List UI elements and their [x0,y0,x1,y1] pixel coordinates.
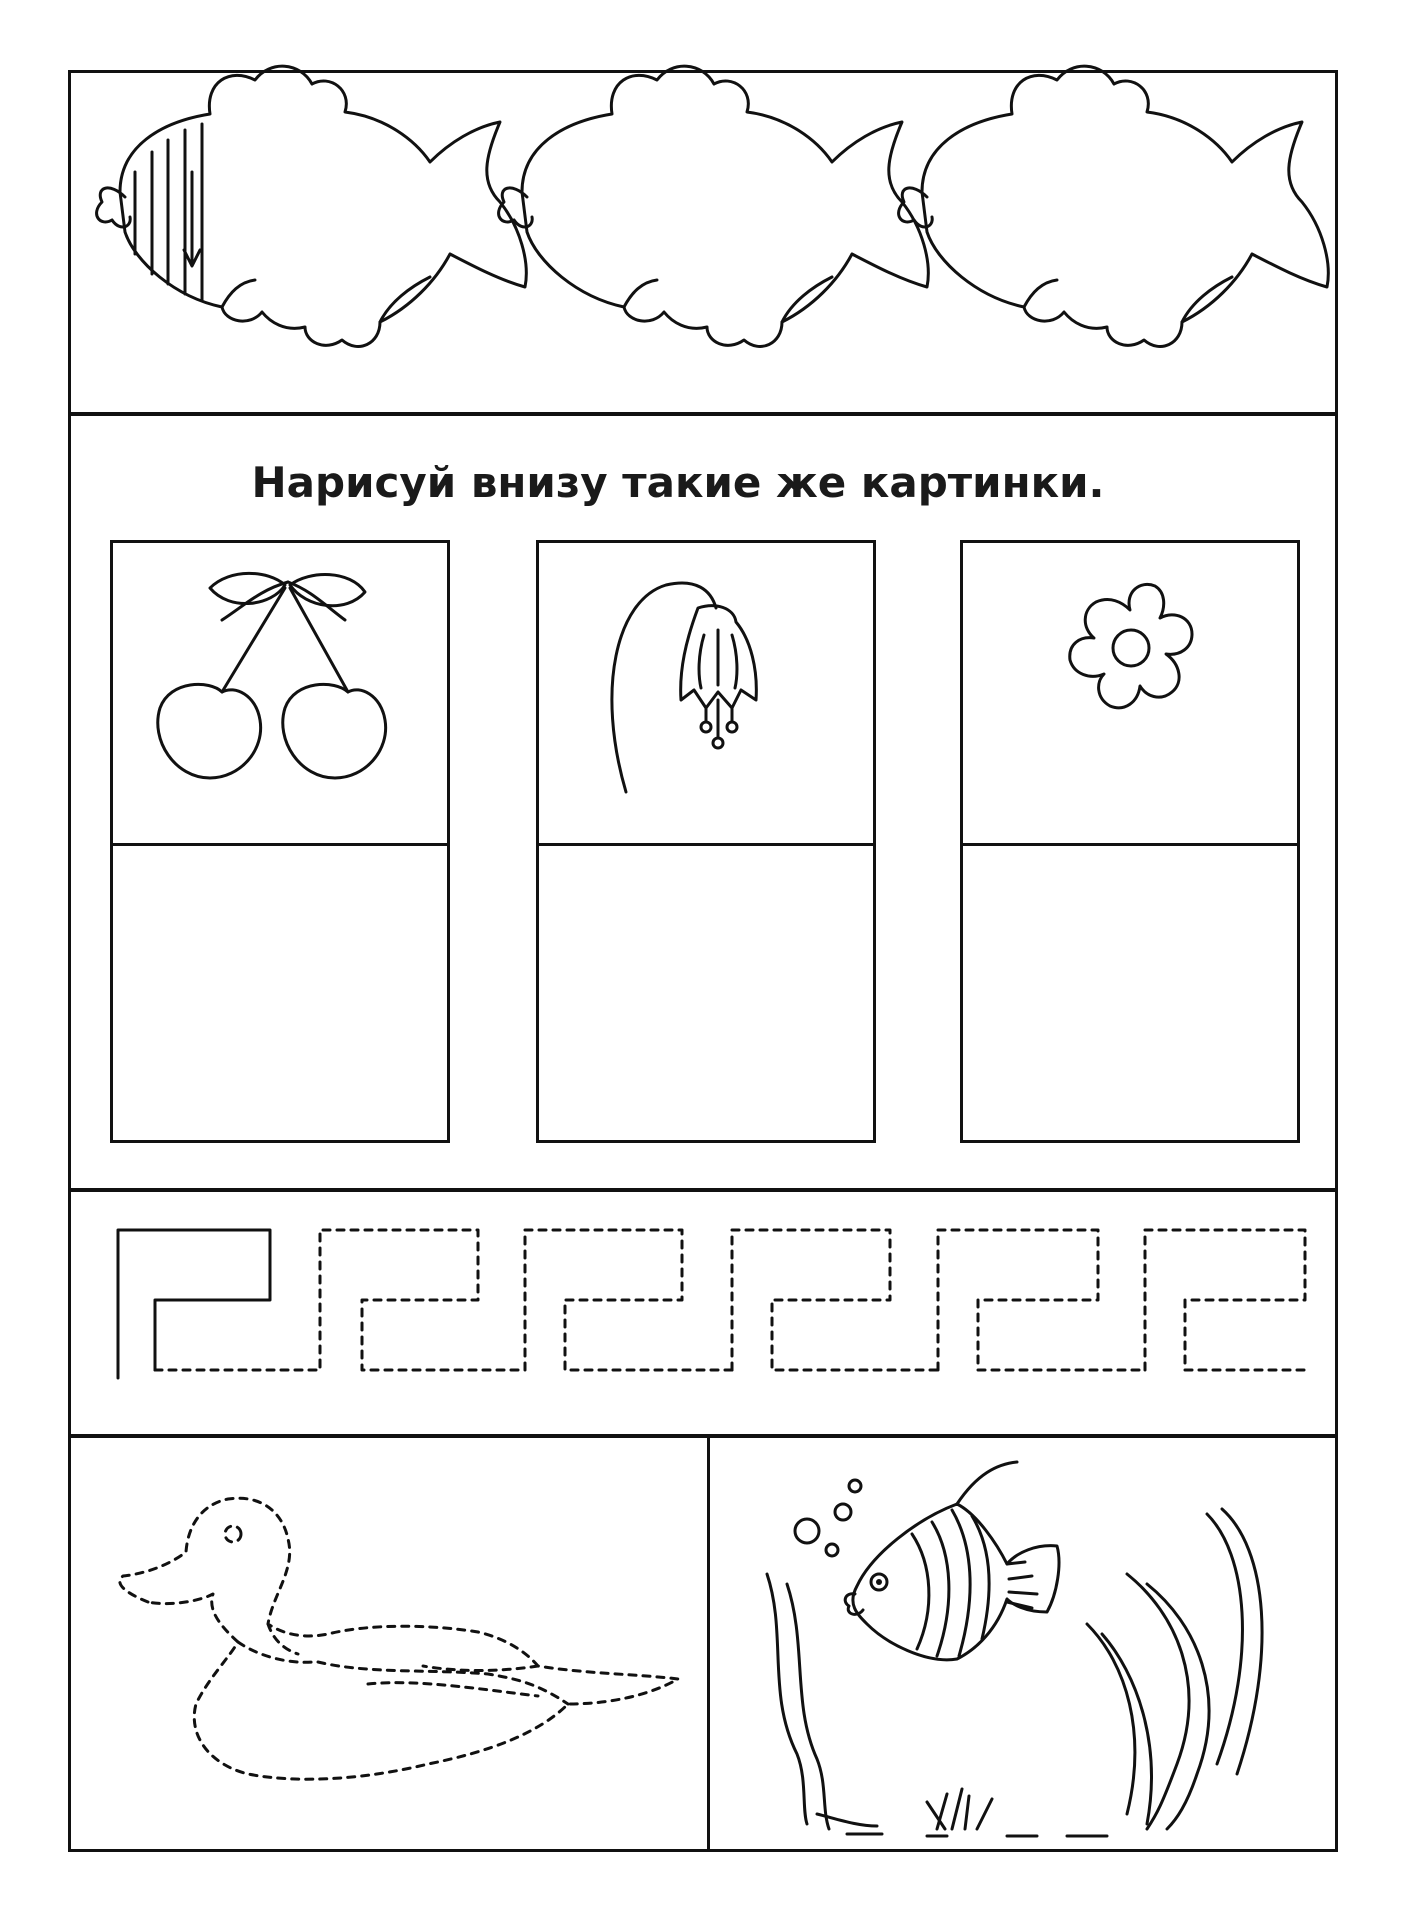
drawing-box-bellflower[interactable] [536,843,876,1143]
bellflower-icon [536,540,876,846]
drawing-box-flower[interactable] [960,843,1300,1143]
instruction-title: Нарисуй внизу такие же картинки. [251,458,1105,507]
fish-outline [899,66,1329,346]
flower-icon [960,540,1300,846]
fish-traced [97,66,527,346]
duck-icon [68,1434,710,1852]
fish-row [0,0,1406,420]
bubbles [795,1480,861,1556]
fish-outline [499,66,929,346]
greek-key-pattern [0,1188,1406,1448]
drawing-box-cherry[interactable] [110,843,450,1143]
cherry-icon [110,540,450,846]
angelfish-icon [707,1434,1338,1852]
grass-tuft [927,1789,992,1829]
pattern-solid-start [118,1230,270,1378]
